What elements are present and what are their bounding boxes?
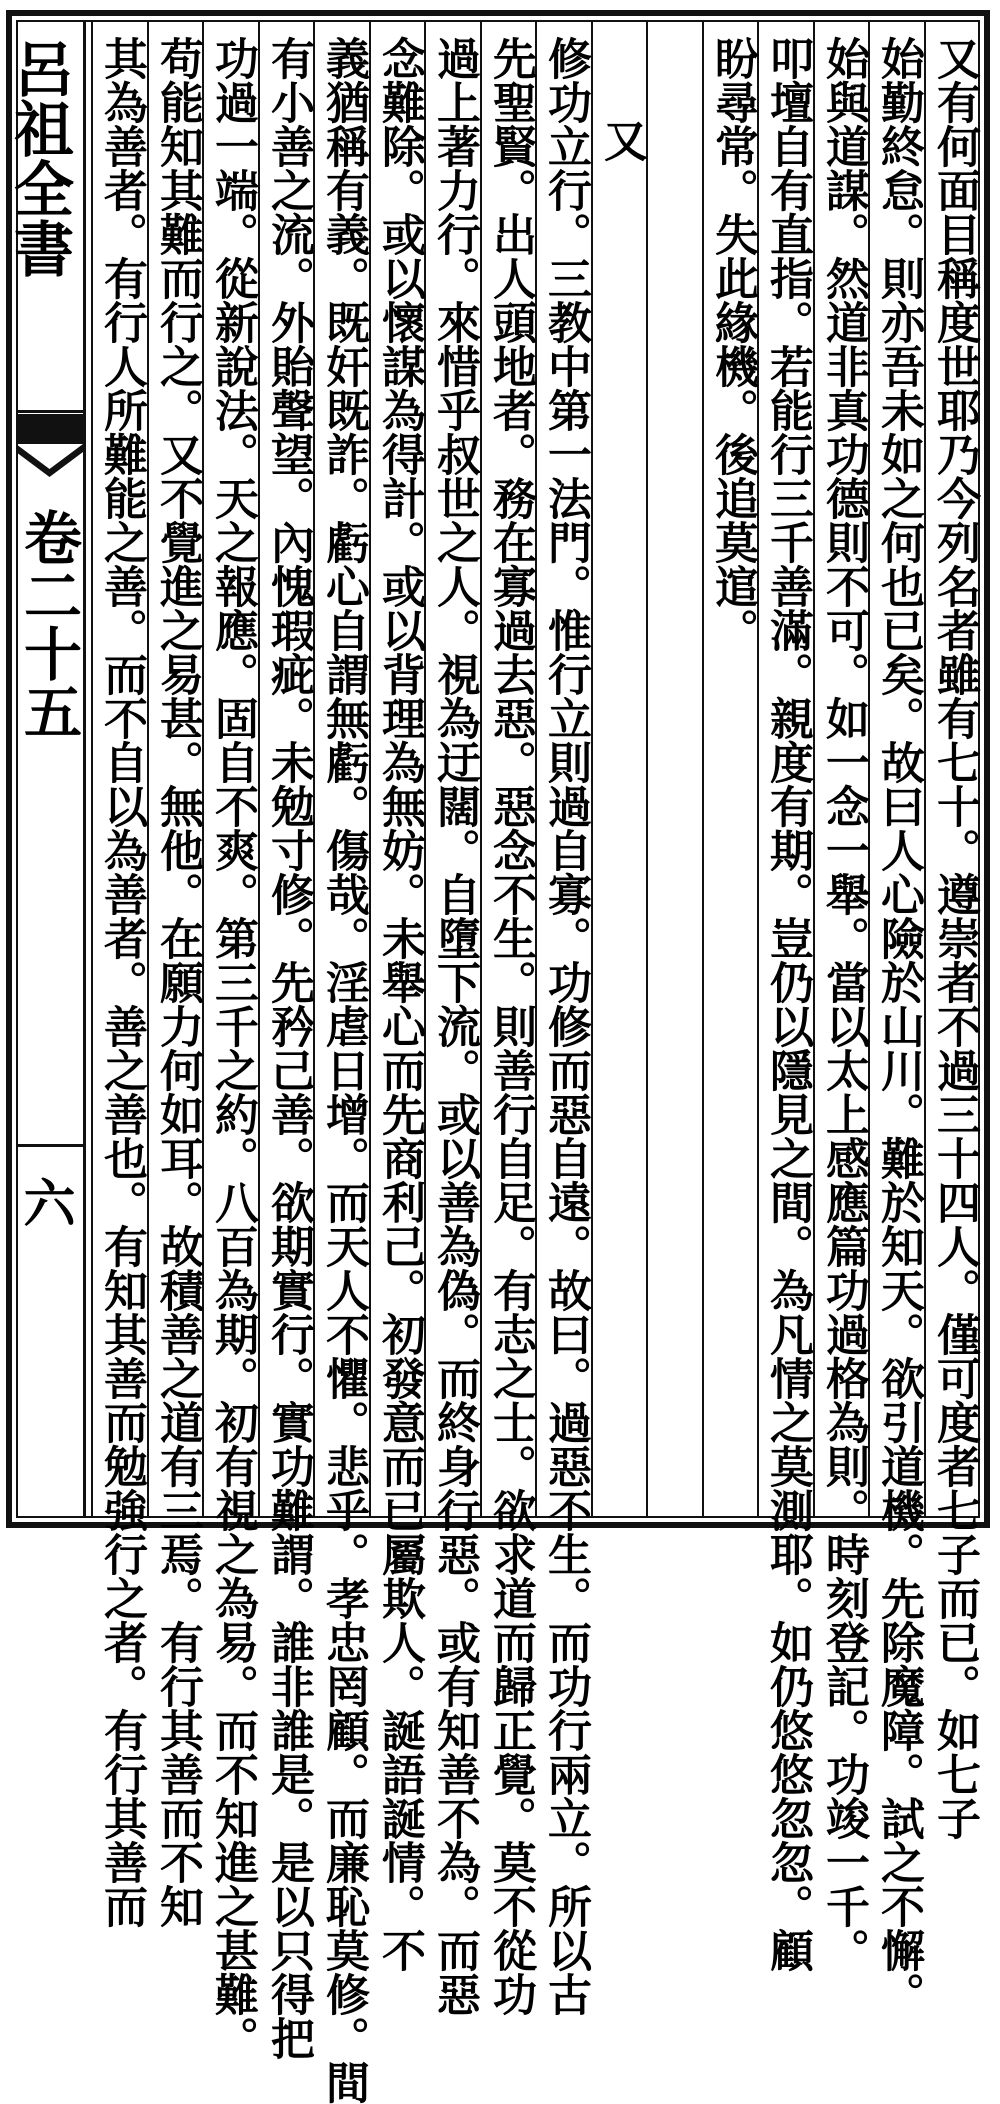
column-text: 義猶稱有義。既奸既詐。虧心自謂無虧。傷哉。淫虐日增。而天人不懼。悲乎。孝忠罔顧。而廉恥莫修。間 — [318, 36, 369, 2104]
margin-rule — [16, 1144, 83, 1147]
column-text: 有小善之流。外貽聲望。內愧瑕疵。未勉寸修。先矜己善。欲期實行。實功難謂。誰非誰是。是以只得把 — [263, 36, 314, 2060]
column-text: 念難除。或以懷謀為得計。或以背理為無妨。未舉心而先商利己。初發意而已屬欺人。誕語誕情。不 — [374, 36, 425, 1972]
column-text: 修功立行。三教中第一法門。惟行立則過自寡。功修而惡自遠。故曰。過惡不生。而功行兩立。所以古 — [540, 36, 591, 2016]
text-column — [702, 22, 756, 1516]
text-block — [89, 22, 980, 2104]
fish-tail-mark-icon — [16, 414, 83, 498]
text-column — [91, 22, 147, 1928]
margin-rule — [16, 410, 83, 413]
column-text: 其為善者。有行人所難能之善。而不自以為善者。善之善也。有知其善而勉強行之者。有行其善而 — [96, 36, 147, 1928]
section-heading: 又 — [596, 118, 647, 162]
text-column — [369, 22, 425, 1972]
column-text: 始勤終怠。則亦吾未如之何也已矣。故曰人心險於山川。難於知天。欲引道機。先除魔障。試之不懈。 — [873, 36, 924, 2016]
block-heart-margin — [4, 22, 86, 1516]
column-text: 叩壇自有直指。若能行三千善滿。親度有期。豈仍以隱見之間。為凡情之莫測耶。如仍悠悠忽忽。顧 — [762, 36, 813, 1972]
text-column — [202, 22, 258, 2060]
column-text: 盼尋常。失此緣機。後追莫逭。 — [707, 36, 758, 652]
text-column — [757, 22, 813, 1972]
text-column — [535, 22, 591, 2016]
text-column — [924, 22, 980, 1840]
column-text: 先聖賢。出人頭地者。務在寡過去惡。惡念不生。則善行自足。有志之士。欲求道而歸正覺。莫不從功 — [485, 36, 536, 2016]
text-column — [147, 22, 203, 1928]
column-text: 過上著力行。來惜乎叔世之人。視為迂闊。自墮下流。或以善為偽。而終身行惡。或有知善不為。而惡 — [429, 36, 480, 2016]
text-column — [313, 22, 369, 2104]
text-column — [424, 22, 480, 2016]
column-text: 又有何面目稱度世耶乃今列名者雖有七十。遵崇者不過三十四人。僅可度者七子而已。如七子 — [929, 36, 980, 1840]
text-column — [480, 22, 536, 2016]
column-text: 功過一端。從新說法。天之報應。固自不爽。第三千之約。八百為期。初有視之為易。而不知進之甚難。 — [207, 36, 258, 2060]
book-title: 呂祖全書 — [4, 38, 74, 278]
column-text: 苟能知其難而行之。又不覺進之易甚。無他。在願力何如耳。故積善之道有三焉。有行其善而不知 — [152, 36, 203, 1928]
text-column — [591, 22, 645, 1516]
text-column — [646, 22, 700, 1516]
text-column — [258, 22, 314, 2060]
volume-label: 卷二十五 — [14, 508, 82, 740]
column-text: 始與道謀。然道非真功德則不可。如一念一舉。當以太上感應篇功過格為則。時刻登記。功竣一千。 — [818, 36, 869, 1972]
folio-number: 六 — [23, 1174, 76, 1235]
text-column — [868, 22, 924, 2016]
text-column — [813, 22, 869, 1972]
